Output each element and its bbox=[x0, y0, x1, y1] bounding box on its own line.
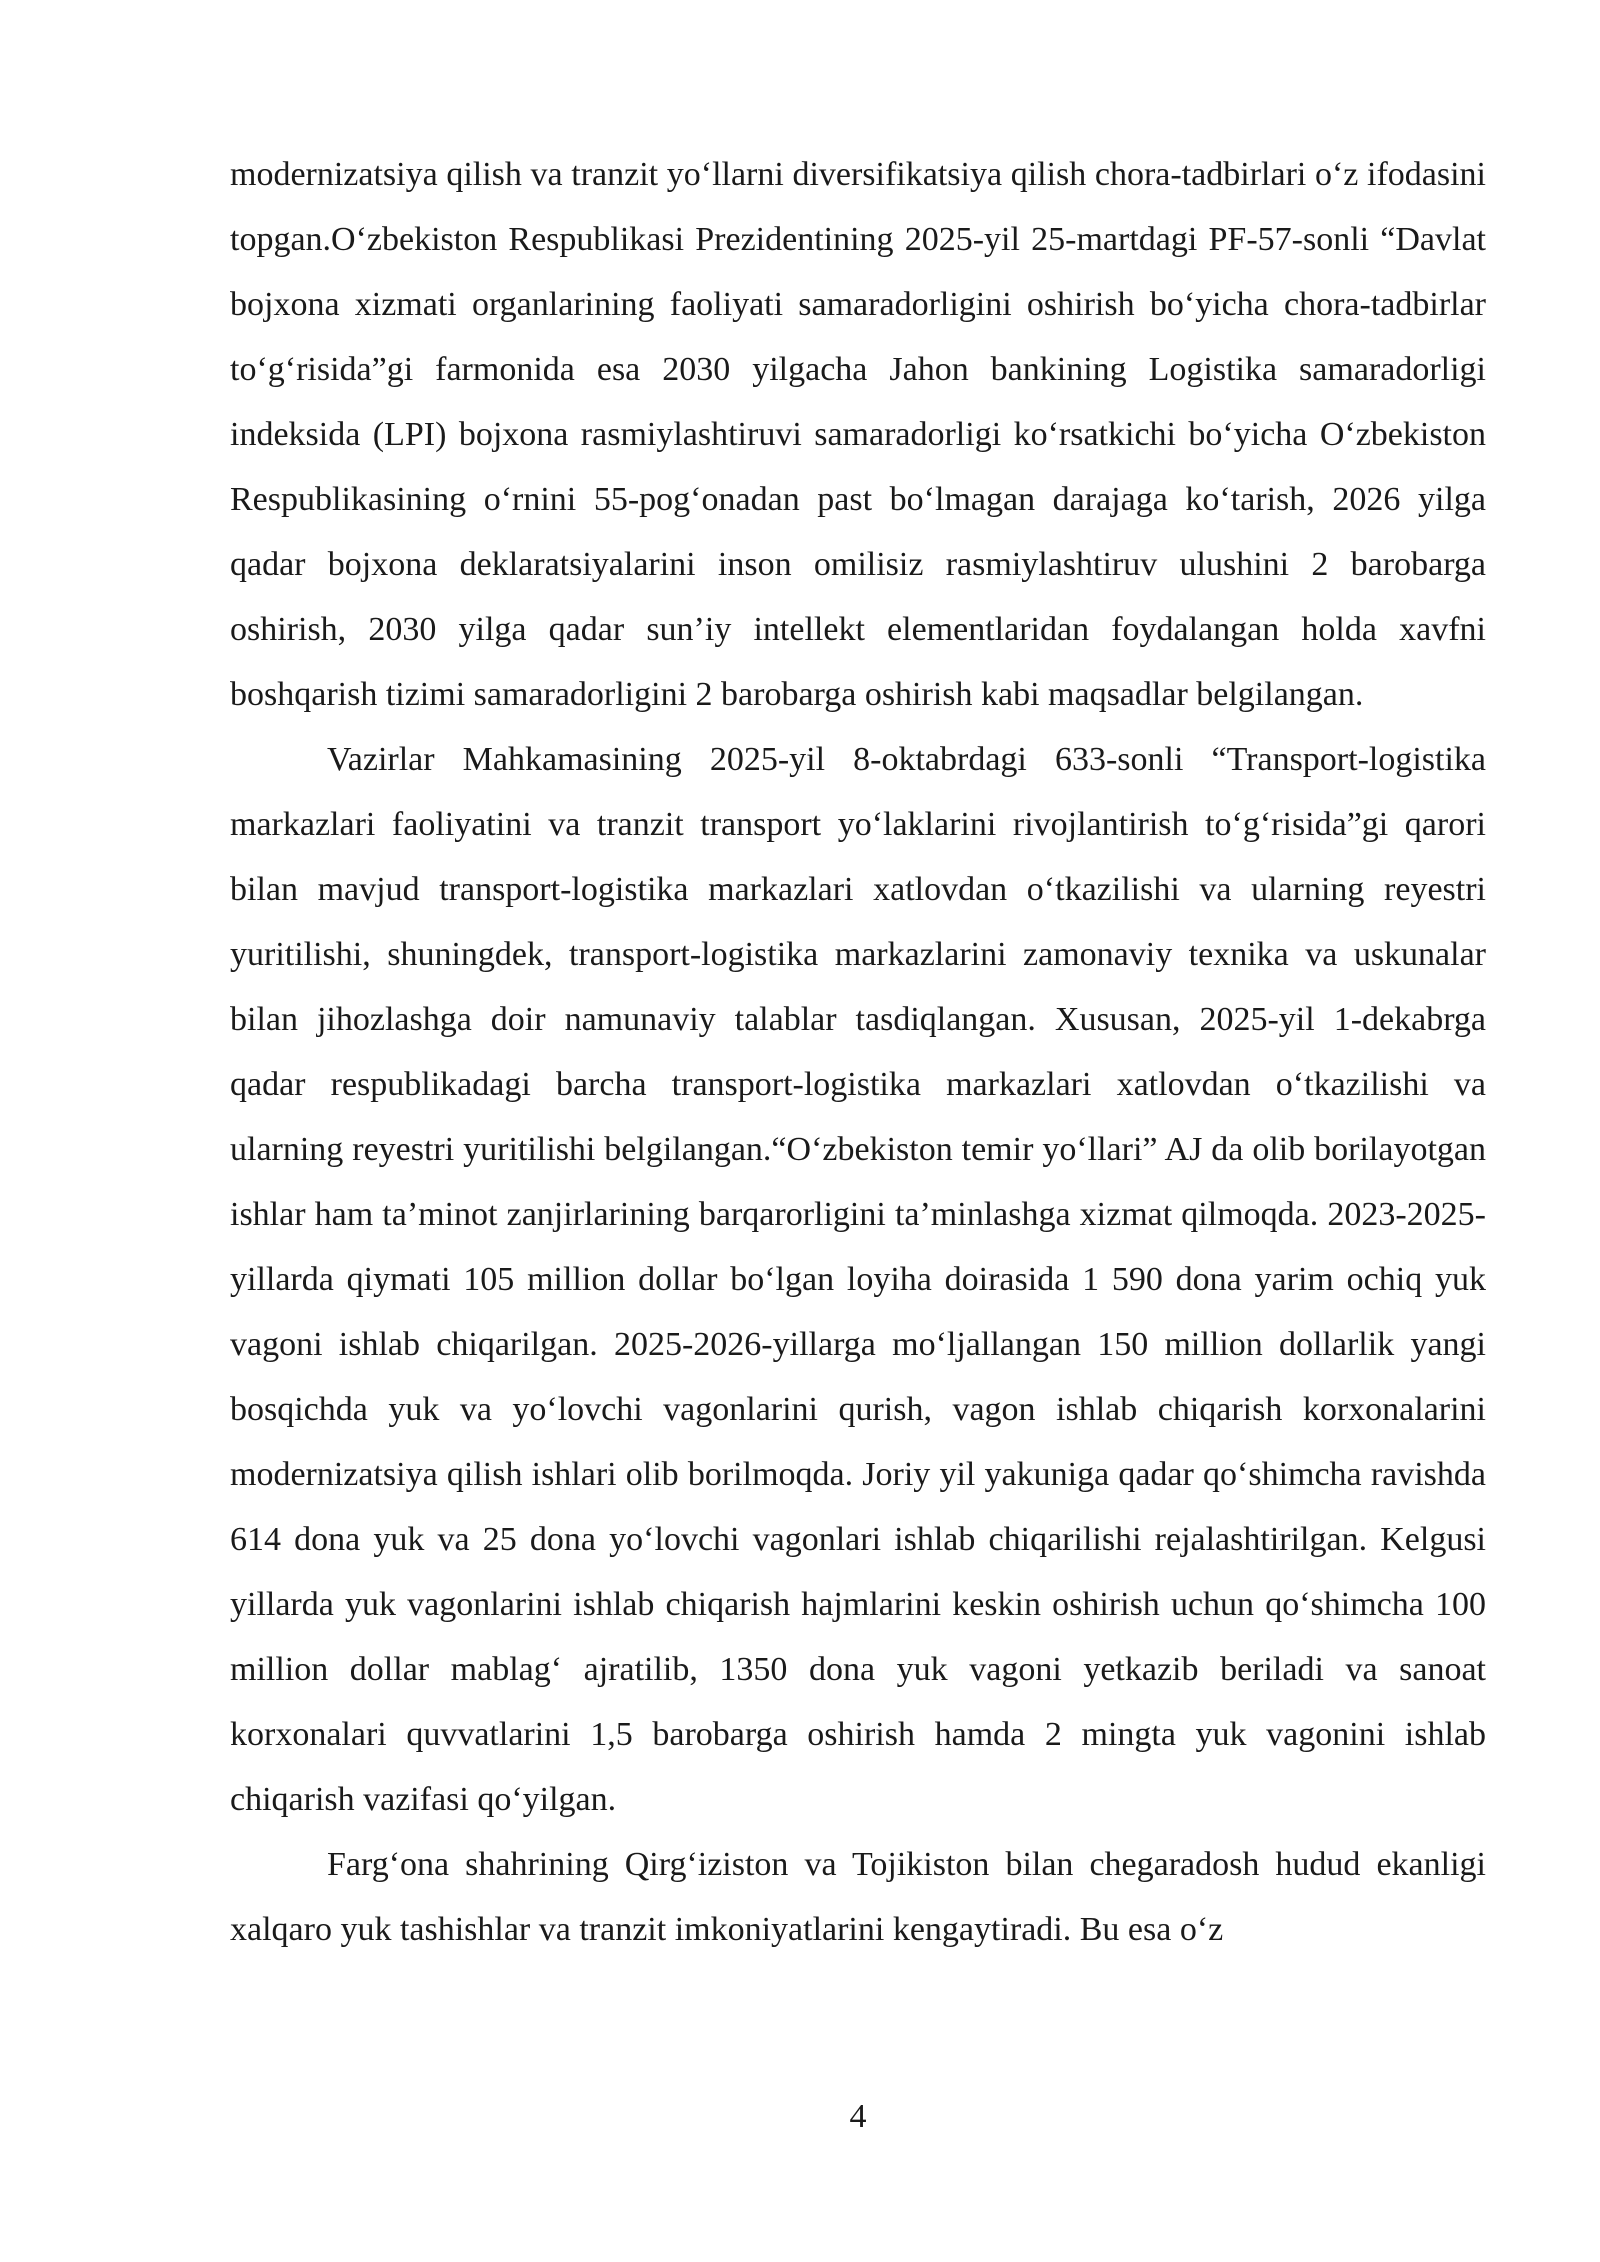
page-number: 4 bbox=[849, 2098, 867, 2135]
paragraph-fergana: Farg‘ona shahrining Qirg‘iziston va Tojikiston bilan chegaradosh hudud ekanligi xalqaro yuk tashishlar va tranzit imkoniyatlarini kengaytiradi. Bu esa o‘z bbox=[230, 1846, 1486, 1948]
paragraph-transport-logistics: Vazirlar Mahkamasining 2025-yil 8-oktabrdagi 633-sonli “Transport-logistika markazlari faoliyatini va tranzit transport yo‘laklarini rivojlantirish to‘g‘risida”gi qarori bilan mavjud transport-logistika markazlari xatlovdan o‘tkazilishi va ularning reyestri yuritilishi, shuningdek, transport-logistika markazlarini zamonaviy texnika va uskunalar bilan jihozlashga doir namunaviy talablar tasdiqlangan. Xususan, 2025-yil 1-dekabrga qadar respublikadagi barcha transport-logistika markazlari xatlovdan o‘tkazilishi va ularning reyestri yuritilishi belgilangan.“O‘zbekiston temir yo‘llari” AJ da olib borilayotgan ishlar ham ta’minot zanjirlarining barqarorligini ta’minlashga xizmat qilmoqda. 2023-2025-yillarda qiymati 105 million dollar bo‘lgan loyiha doirasida 1 590 dona yarim ochiq yuk vagoni ishlab chiqarilgan. 2025-2026-yillarga mo‘ljallangan 150 million dollarlik yangi bosqichda yuk va yo‘lovchi vagonlarini qurish, vagon ishlab chiqarish korxonalarini modernizatsiya qilish ishlari olib borilmoqda. Joriy yil yakuniga qadar qo‘shimcha ravishda 614 dona yuk va 25 dona yo‘lovchi vagonlari ishlab chiqarilishi rejalashtirilgan. Kelgusi yillarda yuk vagonlarini ishlab chiqarish hajmlarini keskin oshirish uchun qo‘shimcha 100 million dollar mablag‘ ajratilib, 1350 dona yuk vagoni yetkazib beriladi va sanoat korxonalari quvvatlarini 1,5 barobarga oshirish hamda 2 mingta yuk vagonini ishlab chiqarish vazifasi qo‘yilgan. bbox=[230, 741, 1486, 1818]
document-body bbox=[230, 142, 1486, 1962]
paragraph-continuation: modernizatsiya qilish va tranzit yo‘llarni diversifikatsiya qilish chora-tadbirlari o‘z ifodasini topgan.O‘zbekiston Respublikasi Prezidentining 2025-yil 25-martdagi PF-57-sonli “Davlat bojxona xizmati organlarining faoliyati samaradorligini oshirish bo‘yicha chora-tadbirlar to‘g‘risida”gi farmonida esa 2030 yilgacha Jahon bankining Logistika samaradorligi indeksida (LPI) bojxona rasmiylashtiruvi samaradorligi ko‘rsatkichi bo‘yicha O‘zbekiston Respublikasining o‘rnini 55-pog‘onadan past bo‘lmagan darajaga ko‘tarish, 2026 yilga qadar bojxona deklaratsiyalarini inson omilisiz rasmiylashtiruv ulushini 2 barobarga oshirish, 2030 yilga qadar sun’iy intellekt elementlaridan foydalangan holda xavfni boshqarish tizimi samaradorligini 2 barobarga oshirish kabi maqsadlar belgilangan. bbox=[230, 156, 1486, 713]
